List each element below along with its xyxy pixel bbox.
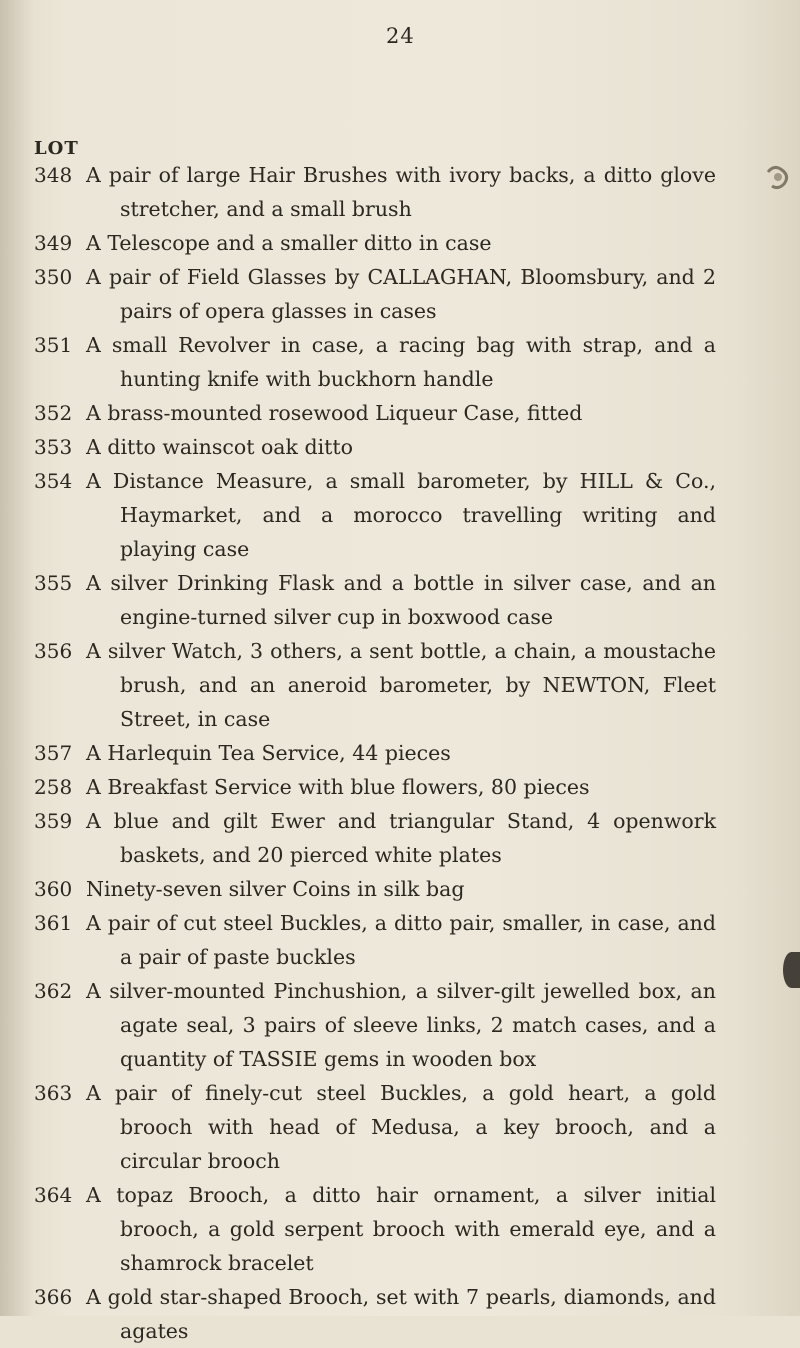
lot-description: A Harlequin Tea Service, 44 pieces (86, 741, 451, 765)
lot-description: A brass-mounted rosewood Liqueur Case, fitted (86, 401, 583, 425)
lot-description: A pair of finely-cut steel Buckles, a gold heart, a gold brooch with head of Medusa, a key brooch, and a circular brooch (86, 1081, 716, 1173)
lot-number: 364 (34, 1183, 73, 1207)
lot-number: 366 (34, 1285, 73, 1309)
lot-description: A Distance Measure, a small barometer, by HILL & Co., Haymarket, and a morocco travelling writing and playing case (86, 469, 716, 561)
lot-description: A silver-mounted Pinchushion, a silver-gilt jewelled box, an agate seal, 3 pairs of sleeve links, 2 match cases, and a quantity of TASSIE gems in wooden box (86, 979, 716, 1071)
lot-number: 349 (34, 231, 73, 255)
lot-description: A silver Drinking Flask and a bottle in silver case, and an engine-turned silver cup in boxwood case (86, 571, 716, 629)
lot-description: A gold star-shaped Brooch, set with 7 pearls, diamonds, and agates (86, 1285, 716, 1343)
lot-number: 357 (34, 741, 73, 765)
lot-number: 362 (34, 979, 73, 1003)
page-edge-mark (783, 952, 800, 988)
lot-number: 355 (34, 571, 73, 595)
lot-description: A pair of large Hair Brushes with ivory backs, a ditto glove stretcher, and a small brush (86, 163, 716, 221)
lot-description: A silver Watch, 3 others, a sent bottle, a chain, a moustache brush, and an aneroid barometer, by NEWTON, Fleet Street, in case (86, 639, 716, 731)
lot-number: 352 (34, 401, 73, 425)
lot-column-header: LOT (34, 138, 79, 159)
lot-number: 361 (34, 911, 73, 935)
lot-description: Ninety-seven silver Coins in silk bag (86, 877, 465, 901)
lot-description: A pair of Field Glasses by CALLAGHAN, Bloomsbury, and 2 pairs of opera glasses in cases (86, 265, 716, 323)
lot-number: 354 (34, 469, 73, 493)
lot-number: 353 (34, 435, 73, 459)
lot-number: 258 (34, 775, 73, 799)
lot-description: A ditto wainscot oak ditto (86, 435, 353, 459)
lot-description: A pair of cut steel Buckles, a ditto pair, smaller, in case, and a pair of paste buckles (86, 911, 716, 969)
lot-description: A Telescope and a smaller ditto in case (86, 231, 492, 255)
lot-number: 363 (34, 1081, 73, 1105)
lot-number: 350 (34, 265, 73, 289)
margin-pencil-mark-icon (764, 160, 794, 200)
spine-shadow (0, 0, 34, 1316)
lot-number: 360 (34, 877, 73, 901)
lot-number: 348 (34, 163, 73, 187)
page-number: 24 (386, 24, 415, 48)
lot-number: 351 (34, 333, 73, 357)
lot-number: 359 (34, 809, 73, 833)
lot-description: A topaz Brooch, a ditto hair ornament, a silver initial brooch, a gold serpent brooch with emerald eye, and a shamrock bracelet (86, 1183, 716, 1275)
lot-number: 356 (34, 639, 73, 663)
lot-description: A blue and gilt Ewer and triangular Stand, 4 openwork baskets, and 20 pierced white plates (86, 809, 716, 867)
lot-description: A small Revolver in case, a racing bag with strap, and a hunting knife with buckhorn handle (86, 333, 716, 391)
lot-description: A Breakfast Service with blue flowers, 80 pieces (86, 775, 590, 799)
